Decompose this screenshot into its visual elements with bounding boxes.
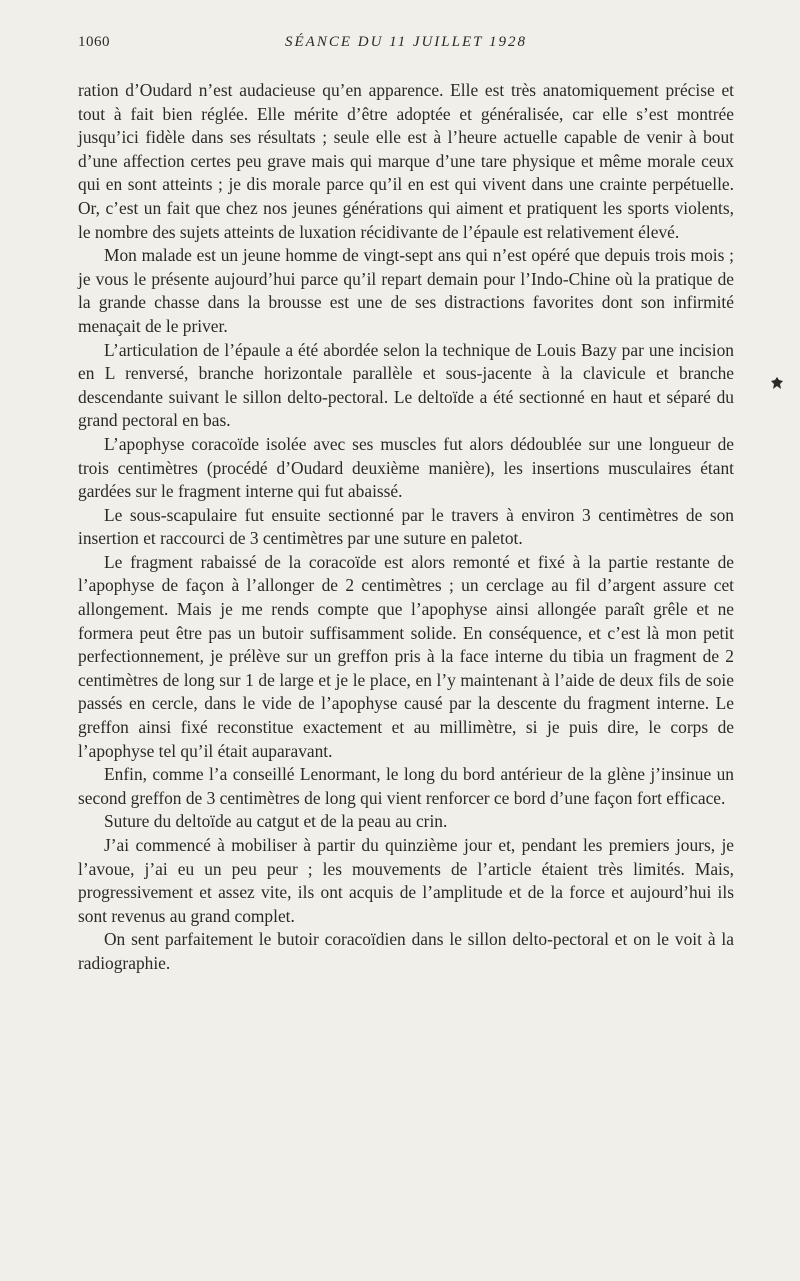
paragraph-continuation: ration d’Oudard n’est audacieuse qu’en apparence. Elle est très anatomiquement précise et tout à fait bien réglée. Elle mérite d’être adoptée et généralisée, car elle s’est montrée jusqu’ici fidèle dans ses résultats ; seule elle est à l’heure actuelle capable de venir à bout d’une affection certes peu grave mais qui marque d’une tare physique et même morale ceux qui en sont atteints ; je dis morale parce qu’il en est qui vivent dans une crainte perpétuelle. Or, c’est un fait que chez nos jeunes générations qui aiment et pratiquent les sports violents, le nombre des sujets atteints de luxation récidivante de l’épaule est relativement élevé. bbox=[78, 80, 734, 242]
ink-blot-icon bbox=[770, 376, 784, 390]
paragraph: Enfin, comme l’a conseillé Lenormant, le long du bord antérieur de la glène j’insinue un second greffon de 3 centimètres de long qui vient renforcer ce bord d’une façon fort efficace. bbox=[78, 764, 734, 808]
paragraph: Le sous-scapulaire fut ensuite sectionné par le travers à environ 3 centimètres de son insertion et raccourci de 3 centimètres par une suture en paletot. bbox=[78, 504, 734, 549]
paragraph: L’articulation de l’épaule a été abordée selon la technique de Louis Bazy par une incision en L renversé, branche horizontale parallèle et sous-jacente à la clavicule et branche descendante suivant le sillon delto-pectoral. Le deltoïde a été sectionné en haut et séparé du grand pectoral en bas. bbox=[78, 339, 734, 431]
paragraph: L’apophyse coracoïde isolée avec ses muscles fut alors dédoublée sur une longueur de trois centimètres (procédé d’Oudard deuxième manière), les insertions musculaires étant gardées sur le fragment interne qui fut abaissé. bbox=[78, 433, 734, 502]
page-number: 1060 bbox=[78, 34, 110, 50]
running-title: SÉANCE DU 11 JUILLET 1928 bbox=[285, 34, 527, 50]
body-text bbox=[78, 79, 734, 976]
paragraph: On sent parfaitement le butoir coracoïdien dans le sillon delto-pectoral et on le voit à la radiographie. bbox=[78, 929, 734, 973]
paragraph: Suture du deltoïde au catgut et de la peau au crin. bbox=[104, 811, 448, 832]
paragraph: Le fragment rabaissé de la coracoïde est alors remonté et fixé à la partie restante de l’apophyse de façon à l’allonger de 2 centimètres ; un cerclage au fil d’argent assure cet allongement. Mais je me rends compte que l’apophyse ainsi allongée paraît grêle et ne formera peut être pas un butoir suffisamment solide. En conséquence, et c’est là mon petit perfectionnement, je prélève sur un greffon pris à la face interne du tibia un fragment de 2 centimètres de long sur 1 de large et je le place, en l’y maintenant à l’aide de deux fils de soie passés en cercle, dans le vide de l’apophyse causé par la descente du fragment interne. Le greffon ainsi fixé reconstitue exactement et au millimètre, si je puis dire, le corps de l’apophyse tel qu’il était auparavant. bbox=[78, 551, 734, 761]
page-header bbox=[78, 34, 734, 58]
paragraph: Mon malade est un jeune homme de vingt-sept ans qui n’est opéré que depuis trois mois ; je vous le présente aujourd’hui parce qu’il repart demain pour l’Indo-Chine où la pratique de la grande chasse dans la brousse est une de ses distractions favorites dont son infirmité menaçait de le priver. bbox=[78, 245, 734, 336]
paragraph: J’ai commencé à mobiliser à partir du quinzième jour et, pendant les premiers jours, je l’avoue, j’ai eu un peu peur ; les mouvements de l’article étaient très limités. Mais, progressivement et assez vite, ils ont acquis de l’amplitude et de la force et aujourd’hui ils sont revenus au grand complet. bbox=[78, 835, 734, 926]
